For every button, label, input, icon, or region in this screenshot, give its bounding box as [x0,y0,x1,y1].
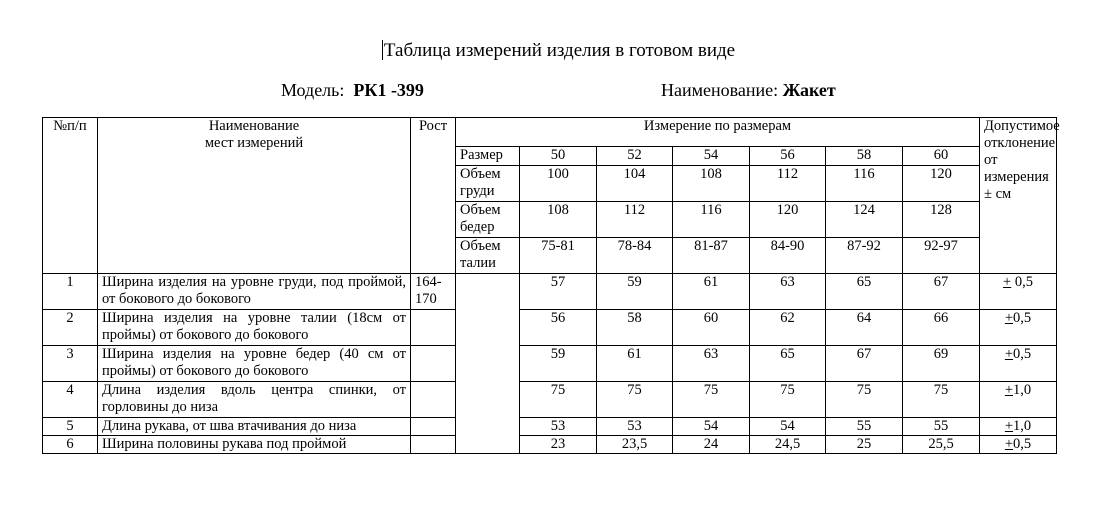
item-name-line [661,80,836,101]
reference-cell: 104 [597,166,673,202]
row-num: 5 [43,418,98,436]
reference-cell: 108 [673,166,750,202]
header-measure-name [98,118,411,274]
value-cell: 75 [597,382,673,418]
value-cell: 55 [903,418,980,436]
tolerance-value: 0,5 [1013,310,1032,326]
model-line [281,80,424,101]
size-cell: 60 [903,147,980,166]
value-cell: 69 [903,346,980,382]
value-cell: 25,5 [903,436,980,454]
empty-merged-cell [456,274,520,454]
reference-label: Объем талии [456,238,520,274]
row-description: Ширина изделия на уровне бедер (40 см от проймы) от бокового до бокового [98,346,411,382]
value-cell: 62 [750,310,826,346]
tolerance-value: 0,5 [1013,346,1032,362]
row-height-empty [411,418,456,436]
value-cell: 24,5 [750,436,826,454]
tolerance-sign: + [1004,436,1014,452]
row-description: Длина рукава, от шва втачивания до низа [98,418,411,436]
reference-cell: 128 [903,202,980,238]
reference-cell: 81-87 [673,238,750,274]
value-cell: 25 [826,436,903,454]
reference-cell: 100 [520,166,597,202]
value-cell: 66 [903,310,980,346]
table-header-row [43,118,1057,147]
reference-label: Объем груди [456,166,520,202]
value-cell: 63 [750,274,826,310]
tolerance-cell [980,274,1057,310]
tolerance-cell [980,418,1057,436]
value-cell: 24 [673,436,750,454]
size-cell: 58 [826,147,903,166]
reference-label: Объем бедер [456,202,520,238]
row-height-empty [411,346,456,382]
reference-cell: 108 [520,202,597,238]
row-height-empty [411,310,456,346]
header-num: №п/п [43,118,98,274]
row-height-empty [411,382,456,418]
value-cell: 57 [520,274,597,310]
value-cell: 56 [520,310,597,346]
row-num: 6 [43,436,98,454]
value-cell: 54 [750,418,826,436]
table-row [43,274,1057,310]
value-cell: 65 [826,274,903,310]
value-cell: 60 [673,310,750,346]
value-cell: 53 [597,418,673,436]
reference-cell: 78-84 [597,238,673,274]
tolerance-sign: + [1004,346,1014,362]
tolerance-cell [980,436,1057,454]
size-label: Размер [456,147,520,166]
table-row [43,310,1057,346]
value-cell: 65 [750,346,826,382]
document-title-text: Таблица измерений изделия в готовом виде [383,40,736,61]
value-cell: 58 [597,310,673,346]
item-value: Жакет [782,80,836,100]
tolerance-sign: + [1004,310,1014,326]
row-num: 3 [43,346,98,382]
row-height: 164-170 [411,274,456,310]
value-cell: 75 [903,382,980,418]
tolerance-value: 1,0 [1013,382,1032,398]
value-cell: 53 [520,418,597,436]
reference-cell: 92-97 [903,238,980,274]
header-sizes-group: Измерение по размерам [456,118,980,147]
value-cell: 67 [903,274,980,310]
header-tolerance: Допустимое отклонение от измерения ± см [980,118,1057,274]
tolerance-value: 0,5 [1011,274,1033,290]
value-cell: 23,5 [597,436,673,454]
model-value: РК1 -399 [353,80,424,100]
header-name-line2: мест измерений [204,135,304,151]
reference-cell: 116 [826,166,903,202]
size-cell: 50 [520,147,597,166]
value-cell: 75 [750,382,826,418]
value-cell: 61 [597,346,673,382]
reference-cell: 116 [673,202,750,238]
value-cell: 63 [673,346,750,382]
value-cell: 59 [597,274,673,310]
document-title [0,40,1117,62]
model-label: Модель: [281,80,345,100]
value-cell: 64 [826,310,903,346]
tolerance-cell [980,346,1057,382]
table-row [43,382,1057,418]
value-cell: 54 [673,418,750,436]
value-cell: 23 [520,436,597,454]
value-cell: 59 [520,346,597,382]
row-height-empty [411,436,456,454]
row-num: 2 [43,310,98,346]
reference-cell: 120 [750,202,826,238]
value-cell: 61 [673,274,750,310]
tolerance-sign: + [1003,274,1012,290]
row-num: 1 [43,274,98,310]
row-description: Ширина изделия на уровне талии (18см от проймы) от бокового до бокового [98,310,411,346]
row-description: Ширина изделия на уровне груди, под проймой, от бокового до бокового [98,274,411,310]
value-cell: 67 [826,346,903,382]
row-description: Ширина половины рукава под проймой [98,436,411,454]
size-cell: 52 [597,147,673,166]
tolerance-cell [980,310,1057,346]
value-cell: 55 [826,418,903,436]
value-cell: 75 [826,382,903,418]
tolerance-sign: + [1004,382,1014,398]
reference-cell: 124 [826,202,903,238]
text-cursor [382,40,383,60]
reference-cell: 75-81 [520,238,597,274]
value-cell: 75 [673,382,750,418]
tolerance-sign: + [1004,418,1014,434]
table-row [43,436,1057,454]
reference-cell: 120 [903,166,980,202]
table-row [43,346,1057,382]
reference-cell: 112 [597,202,673,238]
header-height: Рост [411,118,456,274]
tolerance-value: 0,5 [1013,436,1032,452]
header-name-line1: Наименование [208,118,300,134]
reference-cell: 84-90 [750,238,826,274]
table-row [43,418,1057,436]
reference-cell: 87-92 [826,238,903,274]
tolerance-cell [980,382,1057,418]
size-cell: 54 [673,147,750,166]
tolerance-value: 1,0 [1013,418,1032,434]
reference-cell: 112 [750,166,826,202]
value-cell: 75 [520,382,597,418]
row-num: 4 [43,382,98,418]
measurement-table [42,117,1060,454]
size-cell: 56 [750,147,826,166]
row-description: Длина изделия вдоль центра спинки, от горловины до низа [98,382,411,418]
item-label: Наименование: [661,80,779,100]
